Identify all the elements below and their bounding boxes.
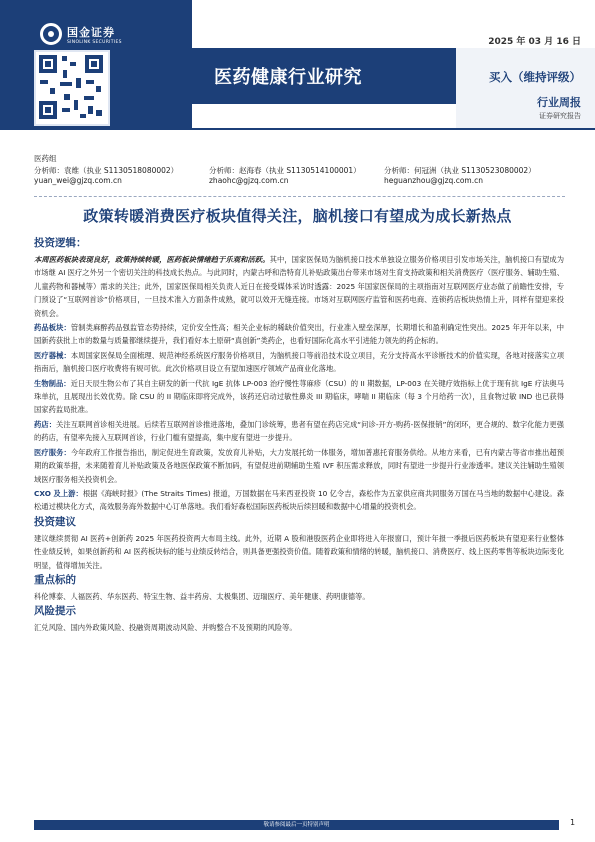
paragraph-lead: 药店： [34, 419, 57, 429]
paragraph-advice: 建议继续贯彻 AI 医药+创新药 2025 年医药投资两大布局主线。此外，近期 A 股和港股医药企业即将进入年报窗口，预计年报一季报后医药板块有望迎来行业整体性业绩反转，如果创新药和 AI 医药板块标的能与业绩反转结合，则具备更强投资价值。随着政策和情绪的转暖，脑机接口、消费医疗、线上医药零售等板块边际变化明显，值得增加关注。 [34, 533, 564, 570]
report-type: 行业周报 [537, 96, 581, 109]
paragraph-lead: 药品板块： [34, 323, 71, 333]
paragraph-pharmacy [34, 418, 564, 445]
analyst-3 [384, 165, 536, 185]
paragraph-overview [34, 253, 564, 320]
report-title: 医药健康行业研究 [214, 67, 362, 88]
paragraph-text: 今年政府工作报告指出，制定促进生育政策，发放育儿补贴，大力发展托幼一体服务，增加普惠托育服务供给。从地方来看，已有内蒙古等省市推出超预期的政策举措，未来随着育儿补贴政策及各地医保政策不断加码，有望促进前期辅助生殖 IVF 积压需求释放，同时有望进一步提升行业渗透率。建议关注辅助生殖领域医疗服务相关投资机会。 [34, 447, 564, 484]
paragraph-text: 其中，国家医保局为脑机接口技术单独设立服务价格项目引发市场关注，脑机接口有望成为市场继 AI 医疗之外另一个密切关注的科技成长热点。与此同时，内蒙古呼和浩特育儿补贴政策出台带来市场对生育支持政策和相关消费医疗（医疗服务、辅助生殖、儿童药物和器械等）需求的关注；此外，国家医保局相关负责人近日在接受媒体采访时透露：2025 年国家医保局的主项指南对互联网医疗业态做了前瞻性安排，专门预设了“互联网首诊”价格项目，一旦技术准入方面条件成熟，就可以效开无缝连接。市场对互联网医疗监管和医药电商、连锁药店板块热情上升，同样有望迎来投资机会。 [34, 255, 565, 318]
analyst-email[interactable]: zhaohc@gjzq.com.cn [209, 176, 289, 185]
analyst-2 [209, 165, 361, 185]
paragraph-lead: CXO 及上游： [34, 488, 83, 498]
analyst-1 [34, 165, 179, 185]
paragraph-devices [34, 349, 564, 376]
analyst-email[interactable]: yuan_wei@gjzq.com.cn [34, 176, 122, 185]
paragraph-targets: 科伦博泰、人福医药、华东医药、特宝生物、益丰药房、太极集团、迈瑞医疗、美年健康、药明康德等。 [34, 591, 370, 601]
company-logo [40, 23, 122, 45]
rating-label: 买入（维持评级） [489, 70, 581, 84]
section-heading-targets: 重点标的 [34, 573, 76, 586]
report-header [0, 0, 595, 128]
analyst-email[interactable]: heguanzhou@gjzq.com.cn [384, 176, 483, 185]
footer-disclaimer[interactable]: 敬请参阅最后一页特别声明 [263, 822, 330, 828]
paragraph-lead: 医疗器械： [34, 350, 71, 360]
paragraph-text: 管制类麻醉药品强监管态势持续，定价安全性高；相关企业标的稀缺价值突出，行业准入壁垒深厚，长期增长和盈利确定性突出。2025 年开年以来，中国新药获批上市的数量与质量都继续提升，我们看好本土原研“真创新”类药企，也看好国际化高水平引进能力领先的药企标的。 [34, 323, 565, 346]
analyst-name: 分析师：赵海春（执业 S1130514100001） [209, 166, 361, 175]
paragraph-risk: 汇兑风险、国内外政策风险、投融资周期波动风险、并购整合不及预期的风险等。 [34, 623, 297, 633]
section-heading-logic: 投资逻辑： [34, 237, 87, 249]
header-divider [0, 128, 595, 130]
analyst-group: 医药组 [34, 154, 57, 163]
header-brand-panel [0, 0, 192, 128]
paragraph-cxo [34, 487, 564, 514]
paragraph-medical-services [34, 446, 564, 486]
paragraph-text: 关注互联网首诊相关进展。后续若互联网首诊推进落地，叠加门诊统筹，患者有望在药店完成“问诊-开方-购药-医保报销”的闭环，更合规的、数字化能力更强的药店，有望率先接入互联网首诊，行业门槛有望提高，集中度有望进一步提升。 [34, 419, 564, 443]
paragraph-text: 本周国家医保局全面梳理、规范神经系统医疗服务价格项目，为脑机接口等前沿技术设立项目，充分支持高水平诊断技术的价值实现，各地对接落实立项指南后，脑机接口医疗收费将有规可依。此次价格项目设立有望加速医疗领域产品商业化落地。 [34, 350, 564, 374]
section-heading-advice: 投资建议 [34, 515, 76, 528]
paragraph-lead: 生物制品： [34, 378, 71, 388]
paragraph-lead: 本周医药板块表现良好，政策持续转暖，医药板块情绪趋于乐观和活跃。 [34, 255, 270, 264]
logo-name-en: SINOLINK SECURITIES [67, 39, 122, 45]
report-subtype: 证券研究报告 [539, 112, 581, 120]
analyst-separator [34, 196, 565, 197]
paragraph-drugs [34, 321, 564, 348]
footer-bar [34, 820, 559, 830]
logo-icon [40, 23, 62, 45]
section-heading-risk: 风险提示 [34, 605, 76, 618]
logo-name-cn: 国金证券 [67, 25, 115, 39]
analyst-name: 分析师：袁维（执业 S1130518080002） [34, 166, 179, 175]
page-number: 1 [570, 818, 576, 827]
paragraph-text: 根据《海峡时报》(The Straits Times) 报道，万国数据在马来西亚投资 10 亿令吉，森松作为五家供应商共同服务万国在马当地的数据中心建设。森松通过模块化方式，高效服务海外数据中心订单落地。我们看好森松国际医药板块后续回暖和数据中心增量的投资机会。 [34, 488, 564, 512]
paragraph-text: 近日天辰生物公布了其自主研发的新一代抗 IgE 抗体 LP-003 治疗慢性荨麻疹（CSU）的 II 期数据，LP-003 在关键疗效指标上优于现有抗 IgE 疗法奥马珠单抗，且展现出长效优势。除 CSU 的 II 期临床即将完成外，该药还启动过敏性鼻炎 III 期临床，哮喘 II 期临床（每 3 个月给药一次），且食物过敏 IND 也已获得国家药监局批准。 [34, 378, 565, 415]
report-body [34, 236, 564, 636]
paragraph-lead: 医疗服务： [34, 447, 71, 457]
article-title: 政策转暖消费医疗板块值得关注，脑机接口有望成为成长新热点 [83, 207, 512, 225]
paragraph-biologics [34, 377, 564, 417]
qr-code-icon [34, 50, 110, 126]
report-date: 2025 年 03 月 16 日 [488, 37, 581, 47]
analyst-name: 分析师：何冠洲（执业 S1130523080002） [384, 166, 536, 175]
